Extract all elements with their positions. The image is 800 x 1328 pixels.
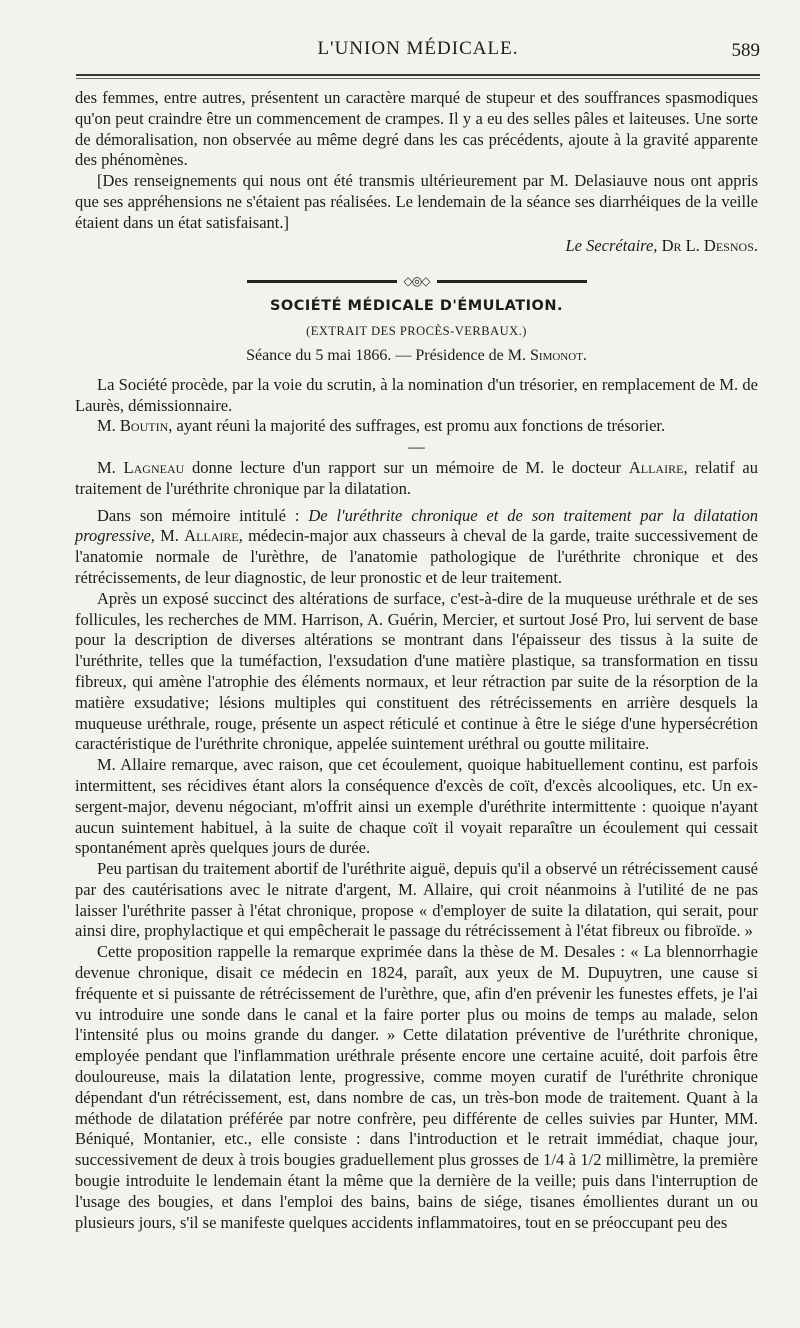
section-ornament — [247, 274, 587, 288]
president-name: Simonot. — [530, 346, 587, 364]
signature-role: Le Secrétaire, — [565, 235, 658, 255]
signature — [75, 236, 758, 257]
memoir-title: De l'uréthrite chronique et de son traitement par la dilatation progressive, — [75, 505, 758, 546]
section-subtitle: (EXTRAIT DES PROCÈS-VERBAUX.) — [306, 324, 527, 339]
person-name: Boutin — [119, 416, 169, 436]
paragraph-abortive: Peu partisan du traitement abortif de l'uréthrite aiguë, depuis qu'il a observé un rétrécissement causé par des cautérisations avec le nitrate d'argent, M. Allaire, qui croit néanmoins à l'utilité de ne pas laisser l'uréthrite passer à l'état chronique, propose « d'employer de suite la dilatation, qui serait, pour ainsi dire, prophylactique et qui empêcherait le passage du rétrécissement à l'état fibreux ou fibroïde. » — [75, 859, 758, 941]
paragraph-editor-note: [Des renseignements qui nous ont été transmis ultérieurement par M. Delasiauve nous ont appris que ses appréhensions ne s'étaient pas réalisées. Le lendemain de la séance ses diarrhéiques de la veille étaient dans un état satisfaisant.] — [75, 171, 758, 232]
header-rule — [76, 74, 760, 76]
section-title: SOCIÉTÉ MÉDICALE D'ÉMULATION. — [269, 298, 564, 315]
person-name: Lagneau — [123, 457, 185, 477]
ornament-bar-right — [437, 280, 587, 283]
article-body — [75, 88, 758, 1233]
person-name: Allaire — [628, 457, 684, 477]
ornament-bar-left — [247, 280, 397, 283]
paragraph-treasurer: M. Boutin, ayant réuni la majorité des suffrages, est promu aux fonctions de trésorier. — [97, 416, 666, 436]
paragraph-memoir: Dans son mémoire intitulé : De l'uréthrite chronique et de son traitement par la dilatation progressive, M. Allaire, médecin-major aux chasseurs à cheval de la garde, traite successivement de l'anatomie normale de l'urèthre, de l'anatomie pathologique de l'uréthrite chronique et des rétrécissements, de leur diagnostic, de leur pronostic et de leur traitement. — [75, 505, 759, 587]
ornament-center: ◇◎◇ — [403, 274, 430, 289]
person-name: Allaire — [184, 526, 239, 546]
paragraph-lesions: Après un exposé succinct des altérations de surface, c'est-à-dire de la muqueuse uréthrale et de ses follicules, les recherches de MM. Harrison, A. Guérin, Mercier, et surtout José Pro, lui servent de base pour la description de diverses altérations se montrant dans l'épaisseur des tissus à la suite de l'uréthrite, telles que la tuméfaction, l'exsudation d'une matière plastique, sa transformation en tissu fibreux, qui amène l'atrophie des éléments normaux, et leur rétraction par suite de la résorption de la matière exsudative; lésions multiples qui constituent des rétrécissements en arrière desquels la muqueuse uréthrale, rouge, présente un aspect réticulé et continue à être le siége d'une hypersécrétion caractéristique de l'uréthrite chronique, appelée suintement uréthral ou goutte militaire. — [75, 588, 758, 754]
header-rule-thin — [76, 78, 760, 79]
section-session: Séance du 5 mai 1866. — Présidence de M. Simonot. — [246, 346, 587, 364]
paragraph-report: M. Lagneau donne lecture d'un rapport sur un mémoire de M. le docteur Allaire, relatif au traitement de l'uréthrite chronique par la dilatation. — [75, 457, 759, 498]
paragraph-election: La Société procède, par la voie du scrutin, à la nomination d'un trésorier, en remplacement de M. de Laurès, démissionnaire. — [75, 374, 758, 415]
paragraph-intermittent: M. Allaire remarque, avec raison, que cet écoulement, quoique habituellement continu, est parfois intermittent, ses récidives étant alors la conséquence d'excès de coït, d'excès alcooliques, etc. Un ex-sergent-major, devenu négociant, m'offrit ainsi un exemple d'uréthrite intermittente : quoique n'ayant aucun suintement habituel, à la suite de chaque coït il voyait reparaître un écoulement qui cessait spontanément après quelques jours de durée. — [75, 755, 758, 858]
running-header — [76, 38, 760, 68]
page-number: 589 — [731, 40, 760, 61]
paragraph-desales: Cette proposition rappelle la remarque exprimée dans la thèse de M. Desales : « La blennorrhagie devenue chronique, disait ce médecin en 1824, paraît, aux yeux de M. Dupuytren, une cause si fréquente et si puissante de rétrécissement de l'urèthre, que, afin d'en prévenir les funestes effets, je l'ai vu introduire une sonde dans le canal et la faire porter plus ou moins de temps au malade, selon l'intensité plus ou moins grande du danger. » Cette dilatation préventive de l'uréthrite chronique, employée pendant que l'inflammation uréthrale présente encore une certaine acuité, doit parfois être douloureuse, mais la dilatation lente, progressive, comme moyen curatif de l'uréthrite chronique dépendant d'un rétrécissement, est, dans nombre de cas, un très-bon mode de traitement. Quant à la méthode de dilatation préférée par notre confrère, peu différente de celles suivies par Hunter, MM. Béniqué, Montanier, etc., elle consiste : dans l'introduction et le retrait immédiat, chaque jour, successivement de deux à trois bougies graduellement plus grosses de 1/4 à 1/2 millimètre, la première bougie introduite le lendemain étant la même que la dernière de la veille; puis dans l'interruption de l'usage des bougies, et dans l'emploi des bains, bains de siége, tisanes émollientes durant un ou plusieurs jours, s'il se manifeste quelques accidents inflammatoires, tout en se préoccupant peu des — [75, 942, 758, 1232]
signature-name: Dr L. Desnos. — [661, 235, 758, 255]
separator-dash: — — [408, 437, 425, 457]
paragraph-continuation: des femmes, entre autres, présentent un caractère marqué de stupeur et des souffrances spasmodiques qu'on peut craindre être un commencement de crampes. Il y a eu des selles pâles et laiteuses. Une sorte de démoralisation, non observée au même degré dans les cas précédents, ajoute à la gravité apparente des phénomènes. — [75, 88, 758, 170]
journal-title: L'UNION MÉDICALE. — [317, 38, 519, 59]
